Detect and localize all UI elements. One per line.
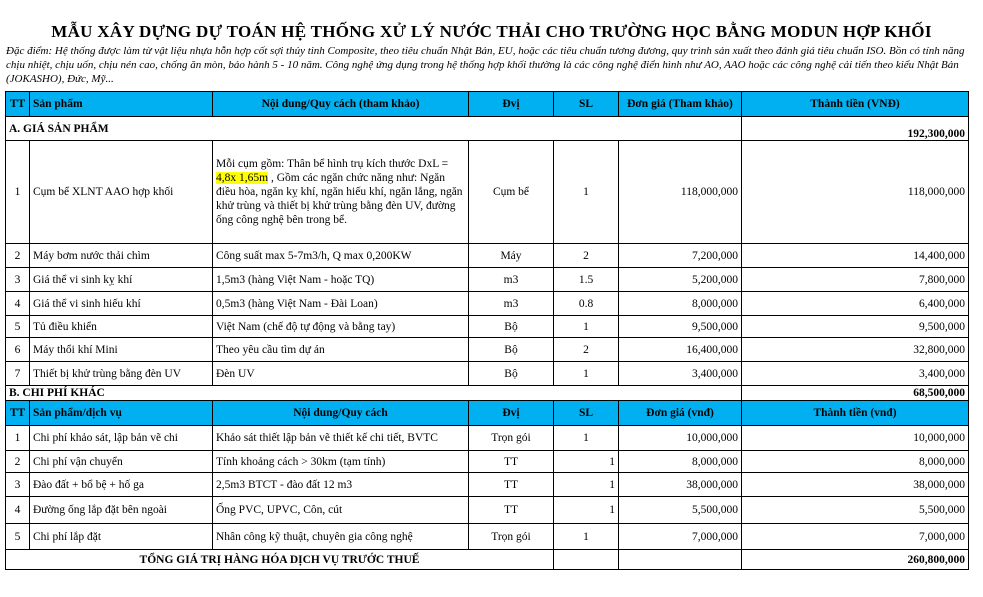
cell-spec: [213, 141, 469, 244]
cell-price: 118,000,000: [619, 141, 742, 244]
section-b-row: [6, 386, 969, 401]
table-header-b: [6, 401, 969, 426]
cell-tt: 4: [6, 497, 30, 524]
section-a-total: 192,300,000: [742, 117, 969, 141]
cell-product: Giá thể vi sinh kỵ khí: [30, 268, 213, 292]
cell-product: Chi phí vận chuyển: [30, 451, 213, 473]
cell-spec: 2,5m3 BTCT - đào đất 12 m3: [213, 473, 469, 497]
cell-unit: TT: [469, 451, 554, 473]
cell-unit: m3: [469, 292, 554, 316]
table-row: [6, 338, 969, 362]
cell-spec: Tính khoảng cách > 30km (tạm tính): [213, 451, 469, 473]
cell-spec: Theo yêu cầu tìm dự án: [213, 338, 469, 362]
cell-price: 5,200,000: [619, 268, 742, 292]
header-price: Đơn giá (Tham khảo): [619, 92, 742, 117]
cell-price: 5,500,000: [619, 497, 742, 524]
header-product: Sản phẩm/dịch vụ: [30, 401, 213, 426]
cell-product: Thiết bị khử trùng bằng đèn UV: [30, 362, 213, 386]
spec-text: Mỗi cụm gồm: Thân bể hình trụ kích thước DxL =: [216, 158, 449, 170]
cell-total: 7,800,000: [742, 268, 969, 292]
cell-unit: TT: [469, 497, 554, 524]
cell-product: Tủ điều khiển: [30, 316, 213, 338]
cell-tt: 5: [6, 524, 30, 550]
cell-spec: Ống PVC, UPVC, Côn, cút: [213, 497, 469, 524]
cell-tt: 7: [6, 362, 30, 386]
cell-total: 7,000,000: [742, 524, 969, 550]
cell-qty: 1: [554, 497, 619, 524]
cell-total: 3,400,000: [742, 362, 969, 386]
cell-product: Đào đất + bổ bệ + hố ga: [30, 473, 213, 497]
cell-price: 38,000,000: [619, 473, 742, 497]
cell-spec: Đèn UV: [213, 362, 469, 386]
cell-price: 8,000,000: [619, 451, 742, 473]
cell-price: 8,000,000: [619, 292, 742, 316]
cell-product: Chi phí lắp đặt: [30, 524, 213, 550]
table-row: [6, 292, 969, 316]
table-row: [6, 244, 969, 268]
header-total: Thành tiền (vnđ): [742, 401, 969, 426]
cell-total: 8,000,000: [742, 451, 969, 473]
table-header-a: [6, 92, 969, 117]
cell-price: 9,500,000: [619, 316, 742, 338]
header-unit: Đvị: [469, 401, 554, 426]
cell-total: 118,000,000: [742, 141, 969, 244]
intro-paragraph: Đặc điểm: Hệ thống được làm từ vật liệu nhựa hỗn hợp cốt sợi thủy tinh Composite, theo tiêu chuẩn Nhật Bản, EU, hoặc các tiêu chuẩn tương đương, quy trình sản xuất theo đánh giá tiêu chuẩn ISO. Bồn có tính năng chịu nhiệt, chịu uốn, chịu nén cao, chống ăn mòn, bảo hành 5 - 10 năm. Công nghệ ứng dụng trong hệ thống hợp khối thường là các công nghệ điển hình như AO, AAO hoặc các công nghệ cải tiến theo kiểu Nhật Bản (JOKASHO), Đức, Mỹ...: [6, 45, 965, 85]
cell-product: Giá thể vi sinh hiếu khí: [30, 292, 213, 316]
cell-tt: 1: [6, 426, 30, 451]
cell-unit: Trọn gói: [469, 426, 554, 451]
estimate-table: [5, 91, 969, 570]
cell-qty: 1: [554, 141, 619, 244]
cell-unit: TT: [469, 473, 554, 497]
cell-total: 9,500,000: [742, 316, 969, 338]
table-row: [6, 524, 969, 550]
header-tt: TT: [6, 92, 30, 117]
cell-tt: 3: [6, 473, 30, 497]
cell-tt: 2: [6, 451, 30, 473]
section-b-total: 68,500,000: [742, 386, 969, 401]
cell-price: 16,400,000: [619, 338, 742, 362]
section-b-label: B. CHI PHÍ KHÁC: [6, 386, 742, 401]
page-title: MẪU XÂY DỰNG DỰ TOÁN HỆ THỐNG XỬ LÝ NƯỚC THẢI CHO TRƯỜNG HỌC BẰNG MODUN HỢP KHỐI: [51, 22, 932, 41]
cell-price: 3,400,000: [619, 362, 742, 386]
cell-unit: Cụm bể: [469, 141, 554, 244]
cell-tt: 4: [6, 292, 30, 316]
table-row: [6, 473, 969, 497]
table-row: [6, 426, 969, 451]
table-row: [6, 141, 969, 244]
cell-total: 5,500,000: [742, 497, 969, 524]
header-product: Sản phẩm: [30, 92, 213, 117]
table-row: [6, 451, 969, 473]
cell-spec: Khảo sát thiết lập bản vẽ thiết kế chi tiết, BVTC: [213, 426, 469, 451]
table-row: [6, 316, 969, 338]
cell-tt: 1: [6, 141, 30, 244]
cell-tt: 2: [6, 244, 30, 268]
cell-product: Máy thổi khí Mini: [30, 338, 213, 362]
cell-unit: Bộ: [469, 338, 554, 362]
cell-spec: Nhân công kỹ thuật, chuyên gia công nghệ: [213, 524, 469, 550]
cell-price: 7,200,000: [619, 244, 742, 268]
grand-total-value: 260,800,000: [742, 550, 969, 570]
cell-qty: 1: [554, 451, 619, 473]
cell-total: 32,800,000: [742, 338, 969, 362]
cell-unit: Trọn gói: [469, 524, 554, 550]
cell-spec: Công suất max 5-7m3/h, Q max 0,200KW: [213, 244, 469, 268]
header-spec: Nội dung/Quy cách (tham khảo): [213, 92, 469, 117]
cell-total: 6,400,000: [742, 292, 969, 316]
header-total: Thành tiền (VNĐ): [742, 92, 969, 117]
cell-spec: 0,5m3 (hàng Việt Nam - Đài Loan): [213, 292, 469, 316]
cell-product: Đường ống lắp đặt bên ngoài: [30, 497, 213, 524]
cell-price: 7,000,000: [619, 524, 742, 550]
section-a-label: A. GIÁ SẢN PHẨM: [6, 117, 742, 141]
cell-qty: 0.8: [554, 292, 619, 316]
cell-price: 10,000,000: [619, 426, 742, 451]
spec-highlight: 4,8x 1,65m: [216, 172, 269, 184]
header-qty: SL: [554, 401, 619, 426]
cell-tt: 5: [6, 316, 30, 338]
cell-tt: 3: [6, 268, 30, 292]
cell-qty: 1: [554, 362, 619, 386]
cell-product: Cụm bể XLNT AAO hợp khối: [30, 141, 213, 244]
header-qty: SL: [554, 92, 619, 117]
cell-tt: 6: [6, 338, 30, 362]
cell-qty: 1: [554, 473, 619, 497]
table-row: [6, 362, 969, 386]
cell-spec: 1,5m3 (hàng Việt Nam - hoặc TQ): [213, 268, 469, 292]
cell-qty: 1: [554, 316, 619, 338]
section-a-row: [6, 117, 969, 141]
cell-unit: Bộ: [469, 316, 554, 338]
spec-text: , Gồm các ngăn chức năng như: Ngăn điều hòa, ngăn kỵ khí, ngăn hiếu khí, ngăn lắng, ngăn khử trùng và thiết bị khử trùng bằng đèn UV, đường ống công nghệ bên trong bể.: [216, 172, 463, 226]
header-spec: Nội dung/Quy cách: [213, 401, 469, 426]
header-price: Đơn giá (vnđ): [619, 401, 742, 426]
grand-total-label: TỔNG GIÁ TRỊ HÀNG HÓA DỊCH VỤ TRƯỚC THUẾ: [6, 550, 554, 570]
header-unit: Đvị: [469, 92, 554, 117]
grand-total-row: [6, 550, 969, 570]
cell-spec: Việt Nam (chế độ tự động và bằng tay): [213, 316, 469, 338]
cell-qty: 2: [554, 338, 619, 362]
cell-unit: Bộ: [469, 362, 554, 386]
cell-product: Máy bơm nước thải chìm: [30, 244, 213, 268]
cell-qty: 1: [554, 426, 619, 451]
header-tt: TT: [6, 401, 30, 426]
empty-cell: [554, 550, 619, 570]
cell-qty: 1.5: [554, 268, 619, 292]
cell-product: Chi phí khảo sát, lập bản vẽ chi: [30, 426, 213, 451]
cell-unit: m3: [469, 268, 554, 292]
cell-total: 38,000,000: [742, 473, 969, 497]
empty-cell: [619, 550, 742, 570]
cell-total: 10,000,000: [742, 426, 969, 451]
cell-unit: Máy: [469, 244, 554, 268]
table-row: [6, 497, 969, 524]
cell-total: 14,400,000: [742, 244, 969, 268]
cell-qty: 2: [554, 244, 619, 268]
table-row: [6, 268, 969, 292]
cell-qty: 1: [554, 524, 619, 550]
